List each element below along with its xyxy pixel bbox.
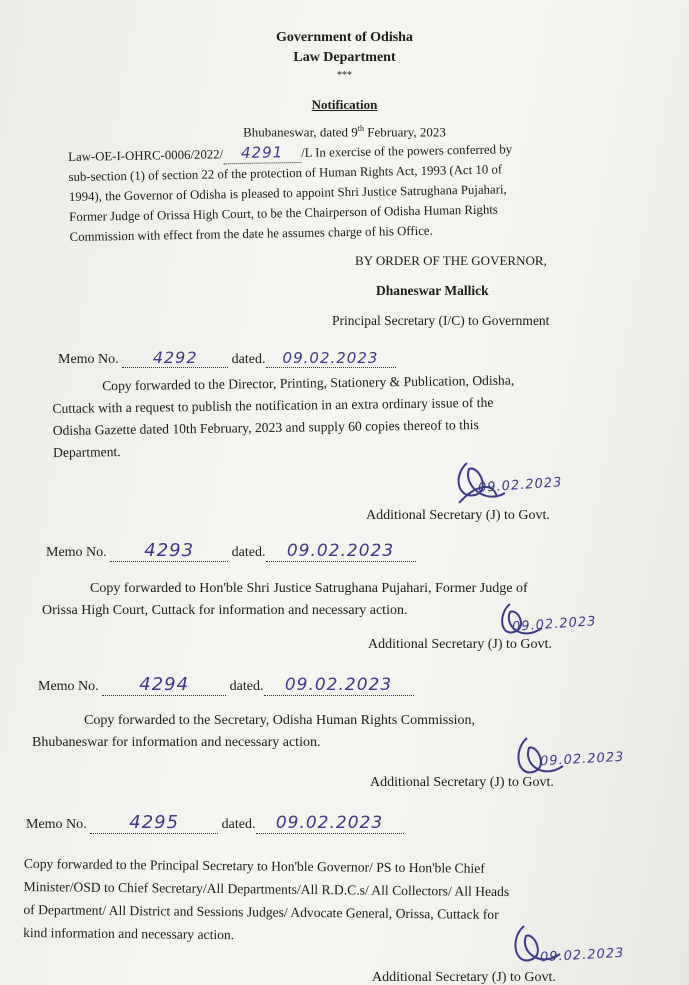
memo-3-dated-label: dated. (229, 679, 264, 694)
notification-body (68, 136, 630, 247)
memo-4-line-2: Minister/OSD to Chief Secretary/All Departments/All R.D.C.s/ All Collectors/ All Heads (23, 878, 510, 900)
memo-1-dated-label: dated. (231, 352, 266, 367)
memo-3-signature-date: 09.02.2023 (539, 749, 625, 770)
memo-1-signatory: Additional Secretary (J) to Govt. (366, 508, 550, 523)
memo-4-signatory: Additional Secretary (J) to Govt. (372, 970, 556, 985)
memo-2-line-1: Copy forwarded to Hon'ble Shri Justice Satrughana Pujahari, Former Judge of (90, 581, 528, 596)
signatory-designation: Principal Secretary (I/C) to Government (332, 313, 550, 328)
header-government: Government of Odisha (276, 30, 413, 45)
memo-1-line-3: Odisha Gazette dated 10th February, 2023 and supply 60 copies thereof to this (52, 417, 479, 438)
memo-2-dated-label: dated. (231, 545, 266, 560)
memo-1-date: 09.02.2023 (266, 349, 396, 368)
memo-4-line-1: Copy forwarded to the Principal Secretary to Hon'ble Governor/ PS to Hon'ble Chief (23, 855, 485, 876)
memo-3-line-2: Bhubaneswar for information and necessary action. (32, 735, 321, 750)
memo-1-line-1: Copy forwarded to the Director, Printing, Stationery & Publication, Odisha, (102, 372, 515, 394)
place-date-sup: th (357, 124, 365, 133)
memo-3-number: 4294 (102, 674, 226, 696)
memo-1-row (58, 348, 396, 368)
memo-2-label: Memo No. (46, 545, 107, 560)
ref-prefix: Law-OE-I-OHRC-0006/2022/ (68, 147, 224, 164)
memo-2-date: 09.02.2023 (266, 541, 416, 562)
memo-2-number: 4293 (110, 540, 228, 562)
memo-4-date: 09.02.2023 (256, 813, 404, 834)
notification-line-3: 1994), the Governor of Odisha is pleased to appoint Shri Justice Satrughana Pujahari, (68, 182, 507, 204)
memo-2-row (46, 540, 416, 562)
header-department: Law Department (293, 50, 396, 65)
memo-3-signatory: Additional Secretary (J) to Govt. (370, 775, 554, 790)
notification-heading: Notification (311, 97, 378, 112)
memo-1-line-2: Cuttack with a request to publish the notification in an extra ordinary issue of the (52, 394, 494, 416)
ref-number-handwritten: 4291 (223, 142, 301, 164)
notification-line-4: Former Judge of Orissa High Court, to be the Chairperson of Odisha Human Rights (69, 202, 498, 224)
memo-1-label: Memo No. (58, 352, 119, 367)
memo-1-signature-date: 09.02.2023 (477, 475, 563, 496)
place-date-text: Bhubaneswar, dated 9 (243, 124, 358, 140)
notification-line-5: Commission with effect from the date he assumes charge of his Office. (69, 223, 433, 244)
memo-4-line-3: of Department/ All District and Sessions Judges/ Advocate General, Orissa, Cuttack for (23, 901, 499, 922)
memo-2-line-2: Orissa High Court, Cuttack for information and necessary action. (42, 603, 408, 618)
memo-4-signature-date: 09.02.2023 (539, 945, 625, 966)
header-stars: *** (337, 70, 352, 81)
ref-suffix: /L (301, 145, 313, 160)
memo-3-label: Memo No. (38, 679, 99, 694)
memo-4-dated-label: dated. (221, 817, 256, 832)
signatory-name: Dhaneswar Mallick (376, 283, 489, 298)
memo-2-signatory: Additional Secretary (J) to Govt. (368, 637, 552, 652)
memo-3-date: 09.02.2023 (264, 675, 414, 696)
by-order: BY ORDER OF THE GOVERNOR, (355, 253, 547, 268)
memo-1-number: 4292 (122, 348, 228, 368)
place-date-rest: February, 2023 (364, 124, 446, 140)
notification-line-1-rest: In exercise of the powers conferred by (311, 142, 513, 160)
notification-line-2: sub-section (1) of section 22 of the protection of Human Rights Act, 1993 (Act 10 of (68, 162, 503, 184)
memo-4-line-4: kind information and necessary action. (23, 924, 235, 943)
memo-2-signature-date: 09.02.2023 (511, 614, 597, 635)
memo-3-row (38, 674, 414, 696)
memo-1-body (52, 368, 648, 464)
memo-1-line-4: Department. (52, 444, 121, 460)
memo-4-label: Memo No. (26, 817, 87, 832)
memo-4-row (26, 812, 404, 834)
memo-4-number: 4295 (90, 812, 218, 834)
memo-3-line-1: Copy forwarded to the Secretary, Odisha Human Rights Commission, (84, 713, 476, 728)
